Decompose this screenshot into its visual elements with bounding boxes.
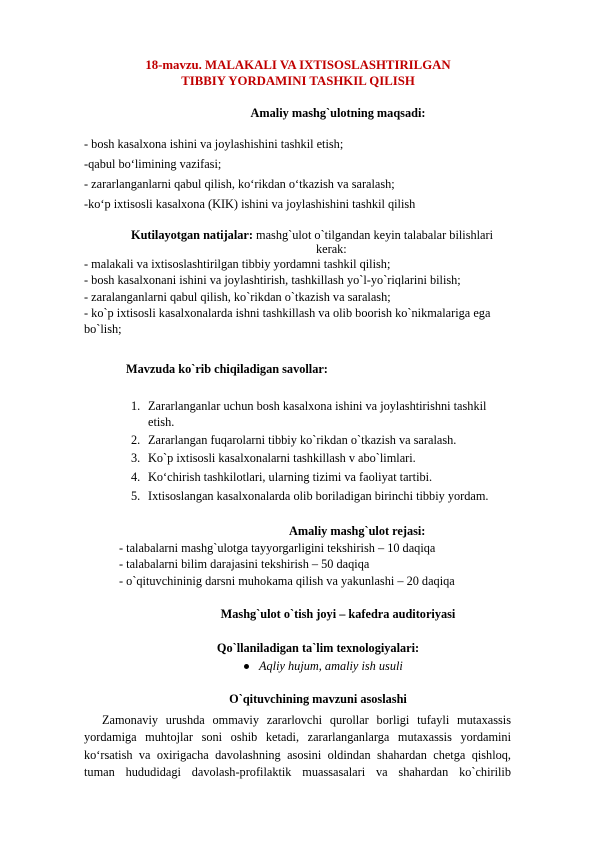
question-text-cont: etish. bbox=[148, 415, 175, 429]
document-title-line-1: 18-mavzu. MALAKALI VA IXTISOSLASHTIRILGAN bbox=[145, 58, 451, 72]
plan-item: - talabalarni mashg`ulotga tayyorgarligini tekshirish – 10 daqiqa bbox=[119, 541, 436, 555]
questions-heading: Mavzuda ko`rib chiqiladigan savollar: bbox=[126, 362, 328, 376]
results-item: - malakali va ixtisoslashtirilgan tibbiy yordamni tashkil qilish; bbox=[84, 257, 391, 271]
results-item: - zaralanganlarni qabul qilish, ko`rikdan o`tkazish va saralash; bbox=[84, 290, 391, 304]
basis-paragraph-line: Zamonaviy urushda ommaviy zararlovchi qurollar borligi tufayli mutaxassis bbox=[102, 713, 511, 727]
aim-heading: Amaliy mashg`ulotning maqsadi: bbox=[250, 106, 426, 120]
basis-paragraph-line: tuman hududidagi davolash-profilaktik muassasalari va shahardan ko`chirilib bbox=[84, 765, 511, 779]
tech-item bbox=[244, 659, 403, 674]
aim-item: - zararlanganlarni qabul qilish, ko‘rikdan o‘tkazish va saralash; bbox=[84, 177, 395, 191]
basis-heading: O`qituvchining mavzuni asoslashi bbox=[229, 692, 407, 706]
plan-item: - o`qituvchininig darsni muhokama qilish va yakunlashi – 20 daqiqa bbox=[119, 574, 455, 588]
bullet-icon bbox=[244, 664, 249, 669]
lesson-place: Mashg`ulot o`tish joyi – kafedra auditoriyasi bbox=[220, 607, 456, 621]
question-text: Ko‘chirish tashkilotlari, ularning tizimi va faoliyat tartibi. bbox=[148, 470, 433, 484]
results-item: - ko`p ixtisosli kasalxonalarda ishni tashkillash va olib boorish ko`nikmalariga ega bbox=[84, 306, 491, 320]
question-number: 1. bbox=[131, 399, 141, 413]
question-number: 2. bbox=[131, 433, 141, 447]
plan-heading: Amaliy mashg`ulot rejasi: bbox=[289, 524, 426, 538]
question-text: Ixtisoslangan kasalxonalarda olib boriladigan birinchi tibbiy yordam. bbox=[148, 489, 489, 503]
question-text: Ko`p ixtisosli kasalxonalarni tashkillash v abo`limlari. bbox=[148, 451, 416, 465]
results-intro-cont: kerak: bbox=[316, 242, 347, 256]
aim-item: - bosh kasalxona ishini va joylashishini tashkil etish; bbox=[84, 137, 344, 151]
question-number: 5. bbox=[131, 489, 141, 503]
question-number: 3. bbox=[131, 451, 141, 465]
results-text: mashg`ulot o`tilgandan keyin talabalar bilishlari bbox=[252, 228, 494, 242]
question-number: 4. bbox=[131, 470, 141, 484]
basis-paragraph-line: ko‘rsatish va oxirigacha davolashning asosini oldindan shahardan chetga qishloq, bbox=[84, 748, 511, 762]
tech-item-text: Aqliy hujum, amaliy ish usuli bbox=[259, 659, 403, 673]
question-text: Zararlanganlar uchun bosh kasalxona ishini va joylashtirishni tashkil bbox=[148, 399, 487, 413]
question-text: Zararlangan fuqarolarni tibbiy ko`rikdan o`tkazish va saralash. bbox=[148, 433, 457, 447]
plan-item: - talabalarni bilim darajasini tekshirish – 50 daqiqa bbox=[119, 557, 370, 571]
document-title-line-2: TIBBIY YORDAMINI TASHKIL QILISH bbox=[181, 74, 415, 88]
results-label: Kutilayotgan natijalar: bbox=[131, 228, 253, 242]
results-item: bo`lish; bbox=[84, 322, 122, 336]
results-item: - bosh kasalxonani ishini va joylashtirish, tashkillash yo`l-yo`riqlarini bilish; bbox=[84, 273, 461, 287]
aim-item: -ko‘p ixtisosli kasalxona (KIK) ishini va joylashishini tashkil qilish bbox=[84, 197, 416, 211]
aim-item: -qabul bo‘limining vazifasi; bbox=[84, 157, 222, 171]
tech-heading: Qo`llaniladigan ta`lim texnologiyalari: bbox=[216, 641, 420, 655]
results-intro bbox=[131, 228, 493, 243]
basis-paragraph-line: yordamiga muhtojlar soni oshib ketadi, zararlanganlarga mutaxassis yordamini bbox=[84, 730, 511, 744]
